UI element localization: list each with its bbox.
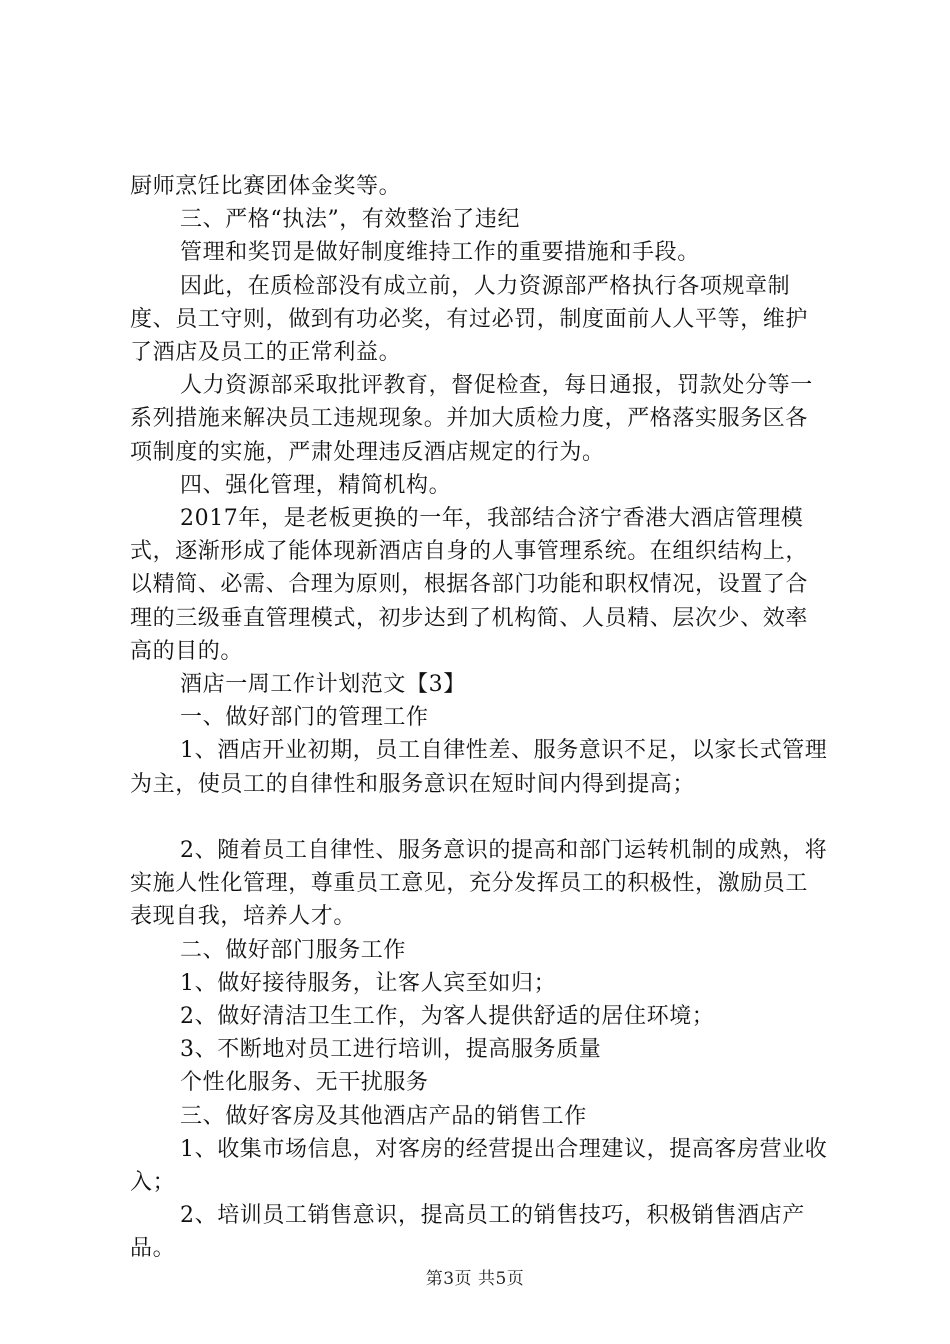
paragraph-4: 因此，在质检部没有成立前，人力资源部严格执行各项规章制度、员工守则，做到有功必奖，有过必罚，制度面前人人平等，维护了酒店及员工的正常利益。 <box>130 273 809 366</box>
paragraph-15: 3、不断地对员工进行培训，提高服务质量 <box>180 1037 602 1063</box>
document-body <box>130 170 830 1266</box>
paragraph-1: 厨师烹饪比赛团体金奖等。 <box>130 174 402 199</box>
paragraph-2: 三、严格“执法”，有效整治了违纪 <box>180 207 521 233</box>
paragraph-3: 管理和奖罚是做好制度维持工作的重要措施和手段。 <box>180 240 700 266</box>
blank-line <box>130 801 830 834</box>
paragraph-12: 二、做好部门服务工作 <box>180 937 407 963</box>
paragraph-8: 酒店一周工作计划范文【3】 <box>180 672 466 698</box>
paragraph-14: 2、做好清洁卫生工作，为客人提供舒适的居住环境； <box>180 1004 715 1030</box>
paragraph-10: 1、酒店开业初期，员工自律性差、服务意识不足，以家长式管理为主，使员工的自律性和服务意识在短时间内得到提高； <box>130 738 828 797</box>
paragraph-17: 三、做好客房及其他酒店产品的销售工作 <box>180 1103 587 1129</box>
paragraph-11: 2、随着员工自律性、服务意识的提高和部门运转机制的成熟，将实施人性化管理，尊重员工意见，充分发挥员工的积极性，激励员工表现自我，培养人才。 <box>130 838 828 930</box>
page-number-footer: 第3页 共5页 <box>425 1269 525 1289</box>
paragraph-19: 2、培训员工销售意识，提高员工的销售技巧，积极销售酒店产品。 <box>130 1203 805 1262</box>
paragraph-7: 2017年，是老板更换的一年，我部结合济宁香港大酒店管理模式，逐渐形成了能体现新酒店自身的人事管理系统。在组织结构上，以精简、必需、合理为原则，根据各部门功能和职权情况，设置了合理的三级垂直管理模式，初步达到了机构简、人员精、层次少、效率高的目的。 <box>130 506 809 664</box>
paragraph-16: 个性化服务、无干扰服务 <box>180 1070 429 1096</box>
paragraph-18: 1、收集市场信息，对客房的经营提出合理建议，提高客房营业收入； <box>130 1136 828 1196</box>
paragraph-5: 人力资源部采取批评教育，督促检查，每日通报，罚款处分等一系列措施来解决员工违规现象。并加大质检力度，严格落实服务区各项制度的实施，严肃处理违反酒店规定的行为。 <box>130 373 813 465</box>
paragraph-13: 1、做好接待服务，让客人宾至如归； <box>180 970 557 996</box>
paragraph-9: 一、做好部门的管理工作 <box>180 705 429 731</box>
paragraph-6: 四、强化管理，精简机构。 <box>180 472 452 498</box>
